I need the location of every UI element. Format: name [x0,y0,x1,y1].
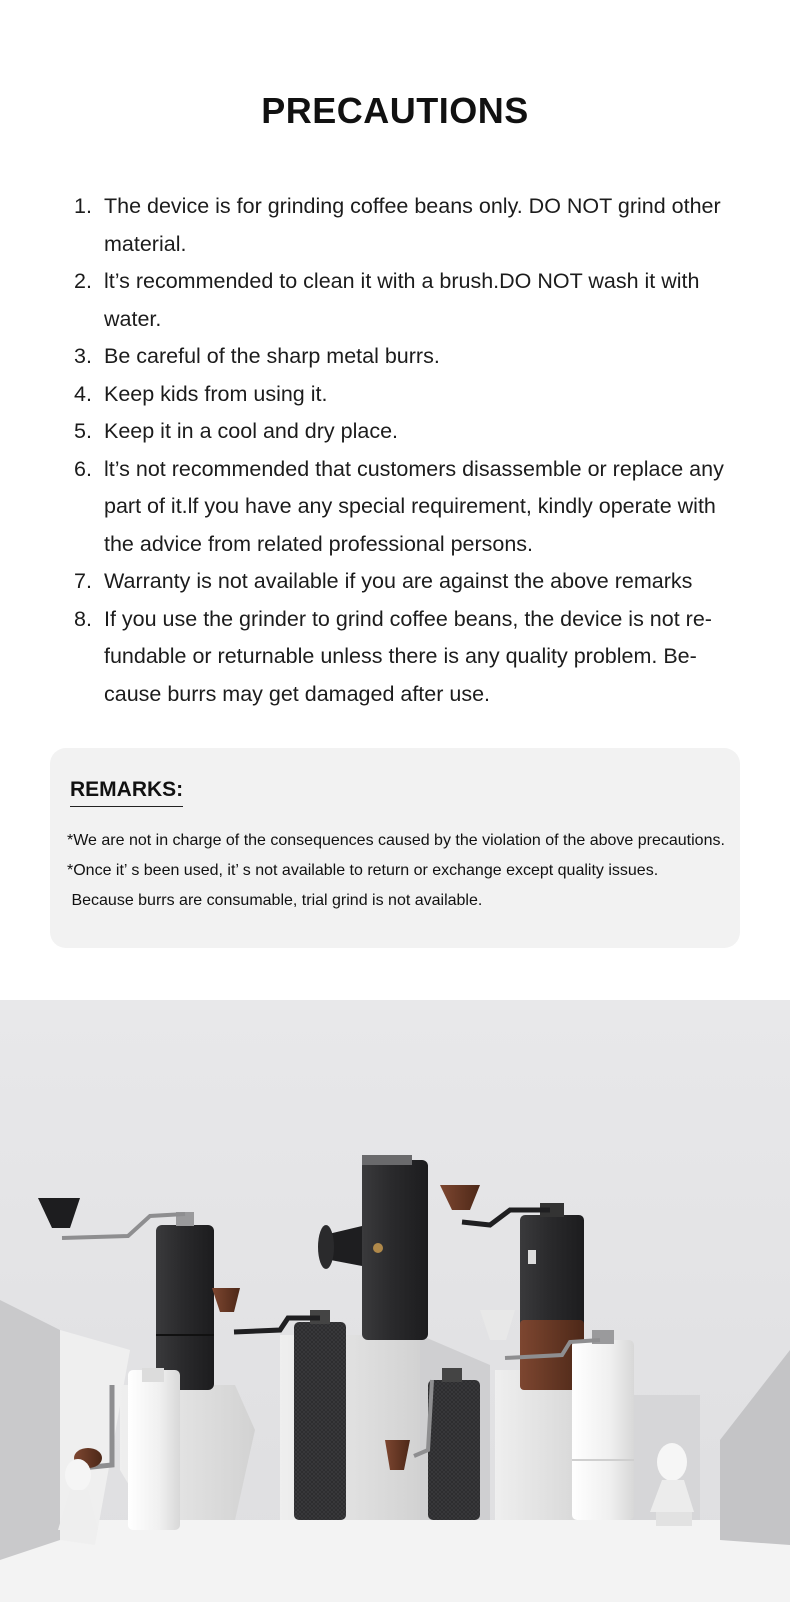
precaution-number: 8. [74,606,92,631]
precaution-item [74,263,734,338]
precaution-number: 6. [74,456,92,481]
precaution-number: 7. [74,569,92,593]
precaution-number: 2. [74,269,92,293]
remarks-line: *Once it’ s been used, it’ s not available to return or exchange except quality issues. [67,862,659,879]
precaution-item [74,376,734,414]
precaution-number: 1. [74,194,92,218]
photo-floor [0,1520,790,1602]
precaution-text: If you use the grinder to grind coffee beans, the device is not re-fundable or returnable unless there is any quality problem. Be-cause burrs may get damaged after use. [104,606,712,706]
precaution-item [74,451,734,564]
remarks-line: Because burrs are consumable, trial grind is not available. [67,892,483,909]
precaution-number: 4. [74,381,92,406]
page-title: PRECAUTIONS [261,90,529,131]
precaution-text: lt’s recommended to clean it with a brush.DO NOT wash it with water. [104,269,700,331]
remarks-title: REMARKS: [70,778,183,807]
remarks-line: *We are not in charge of the consequences caused by the violation of the above precautions. [67,832,725,849]
precaution-item [74,338,734,376]
precaution-item [74,413,734,451]
precaution-text: lt’s not recommended that customers disassemble or replace any part of it.lf you have any special requirement, kindly operate with the advice from related professional persons. [104,456,724,556]
precaution-text: Be careful of the sharp metal burrs. [104,344,440,368]
remarks-box [50,748,740,948]
left-slab [0,1300,60,1560]
precaution-number: 5. [74,419,92,443]
precaution-list [74,188,734,713]
precaution-text: Warranty is not available if you are against the above remarks [104,569,693,593]
remarks-lines [67,826,737,916]
precaution-text: The device is for grinding coffee beans only. DO NOT grind other material. [104,194,721,256]
precaution-item [74,188,734,263]
coffee-grinders-product-photo [0,1000,790,1602]
precaution-text: Keep it in a cool and dry place. [104,419,399,443]
precaution-number: 3. [74,344,92,368]
precaution-item [74,563,734,601]
precaution-text: Keep kids from using it. [104,381,328,406]
precaution-item [74,601,734,714]
